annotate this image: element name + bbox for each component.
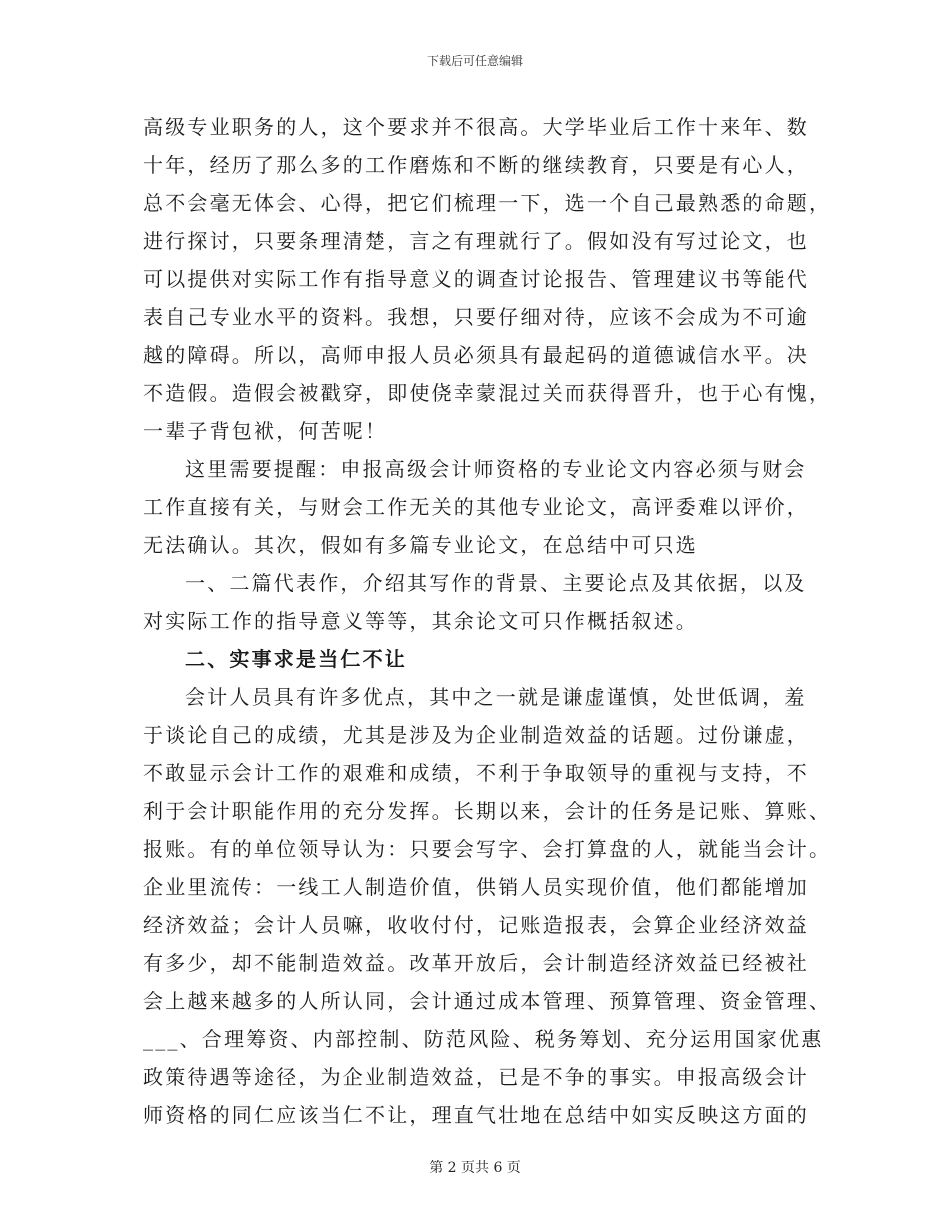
body-line: 报账。有的单位领导认为：只要会写字、会打算盘的人，就能当会计。 (143, 837, 832, 861)
body-line: 于谈论自己的成绩，尤其是涉及为企业制造效益的话题。过份谦虚， (143, 723, 809, 747)
body-line: 利于会计职能作用的充分发挥。长期以来，会计的任务是记账、算账、 (143, 799, 832, 823)
body-line: 越的障碍。所以，高师申报人员必须具有最起码的道德诚信水平。决 (143, 343, 809, 367)
body-line: 不敢显示会计工作的艰难和成绩，不利于争取领导的重视与支持，不 (143, 761, 809, 785)
body-line: 一辈子背包袱，何苦呢！ (143, 419, 388, 443)
body-line: 政策待遇等途径，为企业制造效益，已是不争的事实。申报高级会计 (143, 1065, 809, 1089)
body-line: 工作直接有关，与财会工作无关的其他专业论文，高评委难以评价， (143, 495, 809, 519)
body-line: 经济效益；会计人员嘛，收收付付，记账造报表，会算企业经济效益 (143, 913, 809, 937)
body-line: 不造假。造假会被戳穿，即使侥幸蒙混过关而获得晋升，也于心有愧， (143, 381, 832, 405)
body-line: 总不会毫无体会、心得，把它们梳理一下，选一个自己最熟悉的命题， (143, 191, 832, 215)
body-line: 高级专业职务的人，这个要求并不很高。大学毕业后工作十来年、数 (143, 115, 809, 139)
page-number: 第 2 页共 6 页 (429, 1160, 521, 1176)
body-line: 有多少，却不能制造效益。改革开放后，会计制造经济效益已经被社 (143, 951, 809, 975)
body-line: 企业里流传：一线工人制造价值，供销人员实现价值，他们都能增加 (143, 875, 809, 899)
paragraph-start-line: 这里需要提醒：申报高级会计师资格的专业论文内容必须与财会 (185, 457, 807, 481)
page-header: 下载后可任意编辑 (426, 54, 523, 68)
body-line: 无法确认。其次，假如有多篇专业论文，在总结中可只选 (143, 533, 698, 557)
body-line: 可以提供对实际工作有指导意义的调查讨论报告、管理建议书等能代 (143, 267, 809, 291)
section-heading: 二、实事求是当仁不让 (185, 647, 407, 671)
body-line: 会上越来越多的人所认同，会计通过成本管理、预算管理、资金管理、 (143, 989, 832, 1013)
body-line: 对实际工作的指导意义等等，其余论文可只作概括叙述。 (143, 609, 698, 633)
body-line: 师资格的同仁应该当仁不让，理直气壮地在总结中如实反映这方面的 (143, 1103, 809, 1127)
body-line: ___、合理筹资、内部控制、防范风险、税务筹划、充分运用国家优惠 (143, 1027, 824, 1051)
paragraph-start-line: 会计人员具有许多优点，其中之一就是谦虚谨慎，处世低调，羞 (185, 685, 807, 709)
document-body (143, 108, 832, 1134)
paragraph-start-line: 一、二篇代表作，介绍其写作的背景、主要论点及其依据，以及 (185, 571, 807, 595)
body-line: 表自己专业水平的资料。我想，只要仔细对待，应该不会成为不可逾 (143, 305, 809, 329)
body-line: 十年，经历了那么多的工作磨炼和不断的继续教育，只要是有心人， (143, 153, 809, 177)
body-line: 进行探讨，只要条理清楚，言之有理就行了。假如没有写过论文，也 (143, 229, 809, 253)
